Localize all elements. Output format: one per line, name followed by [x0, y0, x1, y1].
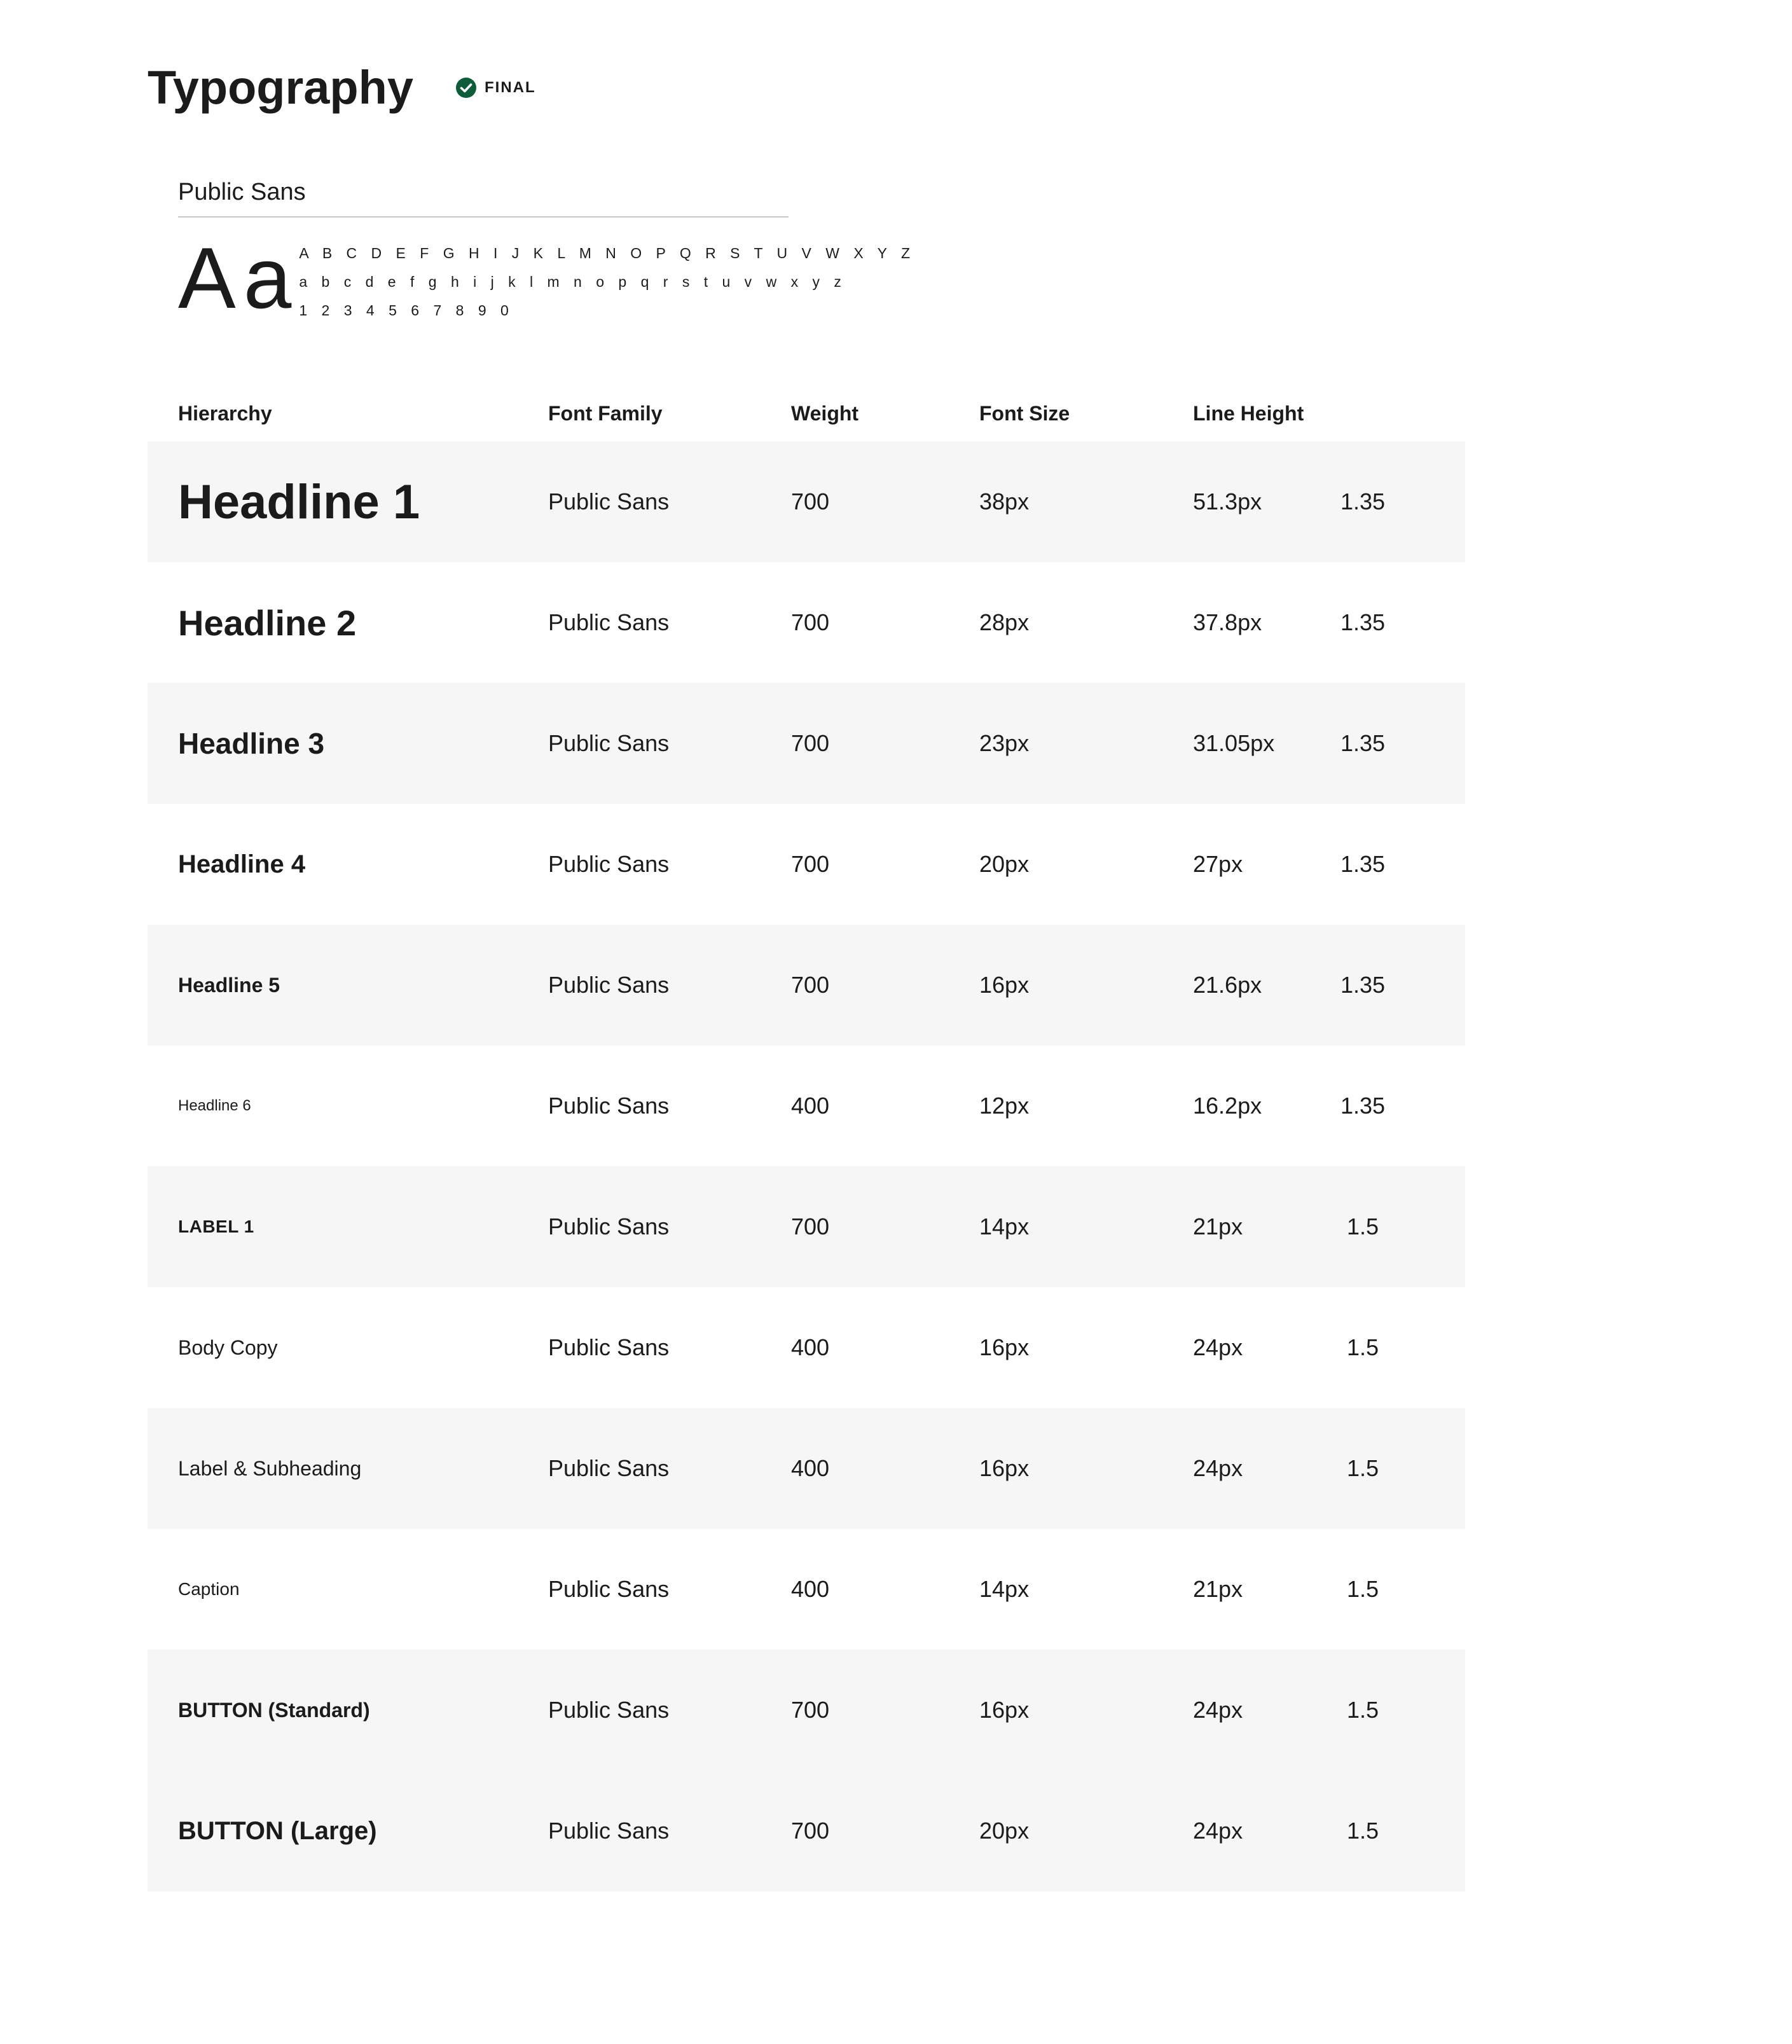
- table-header: [148, 387, 1465, 441]
- line-height-ratio-cell: 1.5: [1346, 1455, 1379, 1481]
- specimen-body: [178, 230, 916, 326]
- font-family-cell: Public Sans: [548, 1093, 670, 1119]
- line-height-cell: 24px: [1193, 1697, 1243, 1723]
- table-row: [148, 1408, 1465, 1529]
- weight-cell: 700: [791, 1213, 830, 1240]
- weight-cell: 700: [791, 972, 830, 998]
- table-row: [148, 804, 1465, 925]
- line-height-cell: 51.3px: [1193, 488, 1262, 514]
- line-height-cell: 24px: [1193, 1818, 1243, 1844]
- font-family-cell: Public Sans: [548, 609, 670, 635]
- style-name: Headline 1: [178, 474, 420, 529]
- weight-cell: 400: [791, 1093, 830, 1119]
- font-size-cell: 23px: [979, 730, 1030, 756]
- table-row: [148, 1650, 1465, 1771]
- table-row: [148, 1287, 1465, 1408]
- font-size-cell: 14px: [979, 1576, 1030, 1602]
- column-header-line-height: Line Height: [1193, 402, 1304, 425]
- font-size-cell: 16px: [979, 1697, 1030, 1723]
- font-size-cell: 20px: [979, 1818, 1030, 1844]
- line-height-cell: 21px: [1193, 1213, 1243, 1240]
- uppercase-set: A B C D E F G H I J K L M N O P Q R S T U V W X Y Z: [299, 245, 916, 261]
- typography-table: [148, 387, 1465, 1891]
- font-specimen: [178, 173, 916, 326]
- weight-cell: 700: [791, 730, 830, 756]
- font-size-cell: 28px: [979, 609, 1030, 635]
- style-name: Headline 3: [178, 727, 325, 760]
- font-size-cell: 16px: [979, 972, 1030, 998]
- weight-cell: 700: [791, 1818, 830, 1844]
- font-family-cell: Public Sans: [548, 1334, 670, 1360]
- weight-cell: 400: [791, 1455, 830, 1481]
- font-family-cell: Public Sans: [548, 972, 670, 998]
- table-row: [148, 1166, 1465, 1287]
- line-height-ratio-cell: 1.35: [1340, 609, 1386, 635]
- status-label: FINAL: [484, 79, 536, 96]
- table-row: [148, 441, 1465, 562]
- font-family-cell: Public Sans: [548, 730, 670, 756]
- font-size-cell: 12px: [979, 1093, 1030, 1119]
- line-height-cell: 37.8px: [1193, 609, 1262, 635]
- column-header-font-size: Font Size: [979, 402, 1070, 425]
- table-row: [148, 1529, 1465, 1650]
- table-row: [148, 925, 1465, 1046]
- line-height-ratio-cell: 1.35: [1340, 730, 1386, 756]
- style-name: Body Copy: [178, 1336, 278, 1359]
- weight-cell: 400: [791, 1334, 830, 1360]
- font-size-cell: 16px: [979, 1455, 1030, 1481]
- column-header-font-family: Font Family: [548, 402, 663, 425]
- line-height-cell: 24px: [1193, 1334, 1243, 1360]
- line-height-ratio-cell: 1.5: [1346, 1213, 1379, 1240]
- style-name: Caption: [178, 1579, 240, 1599]
- weight-cell: 700: [791, 1697, 830, 1723]
- font-size-cell: 38px: [979, 488, 1030, 514]
- check-circle-icon: [455, 77, 477, 99]
- font-family-cell: Public Sans: [548, 1818, 670, 1844]
- table-row: [148, 562, 1465, 683]
- font-size-cell: 20px: [979, 851, 1030, 877]
- style-name: Headline 6: [178, 1097, 251, 1114]
- font-family-cell: Public Sans: [548, 851, 670, 877]
- line-height-ratio-cell: 1.5: [1346, 1697, 1379, 1723]
- style-name: BUTTON (Large): [178, 1816, 377, 1845]
- weight-cell: 400: [791, 1576, 830, 1602]
- font-family-cell: Public Sans: [548, 1576, 670, 1602]
- weight-cell: 700: [791, 851, 830, 877]
- specimen-family-name: Public Sans: [178, 179, 306, 205]
- divider: [178, 216, 789, 218]
- line-height-ratio-cell: 1.35: [1340, 972, 1386, 998]
- font-family-cell: Public Sans: [548, 1697, 670, 1723]
- line-height-ratio-cell: 1.5: [1346, 1334, 1379, 1360]
- page-title: Typography: [148, 61, 413, 114]
- line-height-cell: 21px: [1193, 1576, 1243, 1602]
- status-badge: [455, 75, 536, 100]
- digit-set: 1 2 3 4 5 6 7 8 9 0: [299, 302, 514, 319]
- style-name: Headline 5: [178, 973, 280, 997]
- column-header-weight: Weight: [791, 402, 859, 425]
- line-height-ratio-cell: 1.5: [1346, 1576, 1379, 1602]
- style-name: BUTTON (Standard): [178, 1698, 370, 1722]
- table-row: [148, 683, 1465, 804]
- lowercase-set: a b c d e f g h i j k l m n o p q r s t u v w x y z: [299, 273, 846, 290]
- weight-cell: 700: [791, 609, 830, 635]
- character-sets: [299, 237, 915, 325]
- font-size-cell: 14px: [979, 1213, 1030, 1240]
- column-header-hierarchy: Hierarchy: [178, 402, 272, 425]
- line-height-cell: 21.6px: [1193, 972, 1262, 998]
- line-height-ratio-cell: 1.35: [1340, 851, 1386, 877]
- style-name: Label & Subheading: [178, 1456, 362, 1480]
- style-name: LABEL 1: [178, 1217, 254, 1236]
- line-height-cell: 31.05px: [1193, 730, 1275, 756]
- line-height-cell: 24px: [1193, 1455, 1243, 1481]
- glyph-sample: Aa: [178, 230, 300, 326]
- page-header: [148, 57, 536, 118]
- table-row: [148, 1046, 1465, 1166]
- font-family-cell: Public Sans: [548, 1455, 670, 1481]
- style-name: Headline 4: [178, 850, 306, 878]
- line-height-ratio-cell: 1.35: [1340, 488, 1386, 514]
- font-family-cell: Public Sans: [548, 488, 670, 514]
- line-height-ratio-cell: 1.35: [1340, 1093, 1386, 1119]
- line-height-cell: 27px: [1193, 851, 1243, 877]
- font-family-cell: Public Sans: [548, 1213, 670, 1240]
- table-row: [148, 1771, 1465, 1891]
- font-size-cell: 16px: [979, 1334, 1030, 1360]
- weight-cell: 700: [791, 488, 830, 514]
- line-height-cell: 16.2px: [1193, 1093, 1262, 1119]
- line-height-ratio-cell: 1.5: [1346, 1818, 1379, 1844]
- style-name: Headline 2: [178, 602, 357, 643]
